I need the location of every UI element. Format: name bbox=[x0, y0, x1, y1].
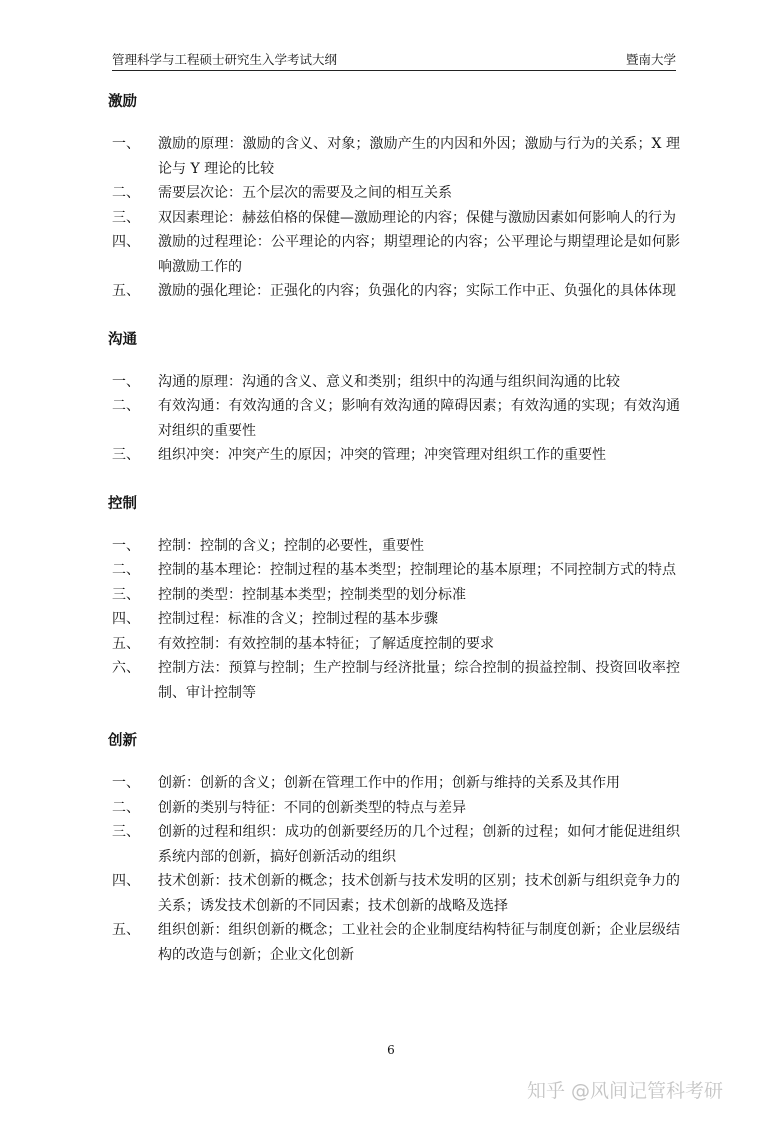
list-item bbox=[108, 132, 680, 181]
item-text: 控制的类型：控制基本类型；控制类型的划分标准 bbox=[158, 586, 466, 603]
section-communication bbox=[108, 328, 680, 492]
list-item bbox=[108, 370, 680, 395]
document-body bbox=[108, 90, 680, 967]
item-number: 二、 bbox=[112, 562, 140, 578]
item-text: 创新：创新的含义；创新在管理工作中的作用；创新与维持的关系及其作用 bbox=[158, 775, 620, 791]
item-number: 四、 bbox=[112, 873, 140, 889]
item-number: 四、 bbox=[112, 234, 140, 250]
section-title: 激励 bbox=[108, 94, 137, 110]
list-item bbox=[108, 443, 680, 468]
item-text: 双因素理论：赫兹伯格的保健—激励理论的内容；保健与激励因素如何影响人的行为 bbox=[158, 209, 676, 226]
item-text: 激励的过程理论：公平理论的内容；期望理论的内容；公平理论与期望理论是如何影响激励工作的 bbox=[158, 234, 680, 275]
item-text: 有效沟通：有效沟通的含义；影响有效沟通的障碍因素；有效沟通的实现；有效沟通对组织的重要性 bbox=[158, 398, 680, 439]
item-text: 需要层次论：五个层次的需要及之间的相互关系 bbox=[158, 185, 452, 201]
item-number: 二、 bbox=[112, 185, 140, 201]
list-item bbox=[108, 796, 680, 821]
list-item bbox=[108, 394, 680, 443]
item-text: 技术创新：技术创新的概念；技术创新与技术发明的区别；技术创新与组织竞争力的关系；诱发技术创新的不同因素；技术创新的战略及选择 bbox=[158, 873, 680, 914]
list-item bbox=[108, 771, 680, 796]
item-number: 二、 bbox=[112, 799, 140, 816]
list-item bbox=[108, 558, 680, 583]
list-item bbox=[108, 534, 680, 559]
item-number: 四、 bbox=[112, 611, 140, 627]
list-item bbox=[108, 279, 680, 304]
item-number: 一、 bbox=[112, 537, 140, 554]
list-item bbox=[108, 181, 680, 206]
item-number: 二、 bbox=[112, 398, 140, 414]
section-title: 沟通 bbox=[108, 331, 137, 348]
item-text: 激励的强化理论：正强化的内容；负强化的内容；实际工作中正、负强化的具体体现 bbox=[158, 283, 676, 299]
item-text: 控制的基本理论：控制过程的基本类型；控制理论的基本原理；不同控制方式的特点 bbox=[158, 562, 676, 578]
list-item bbox=[108, 632, 680, 657]
item-text: 控制：控制的含义；控制的必要性，重要性 bbox=[158, 537, 424, 554]
item-number: 三、 bbox=[112, 209, 140, 226]
section-title: 创新 bbox=[108, 733, 137, 749]
item-number: 三、 bbox=[112, 824, 140, 840]
section-title: 控制 bbox=[108, 495, 137, 512]
item-number: 一、 bbox=[112, 373, 140, 390]
item-text: 有效控制：有效控制的基本特征；了解适度控制的要求 bbox=[158, 635, 494, 652]
list-item bbox=[108, 869, 680, 918]
watermark: 知乎 @风间记管科考研 bbox=[527, 1080, 724, 1102]
header-title: 管理科学与工程硕士研究生入学考试大纲 bbox=[112, 52, 338, 67]
item-number: 一、 bbox=[112, 775, 140, 791]
list-item bbox=[108, 230, 680, 279]
list-item bbox=[108, 918, 680, 967]
item-number: 一、 bbox=[112, 136, 140, 152]
list-item bbox=[108, 607, 680, 632]
list-item bbox=[108, 206, 680, 231]
item-text: 创新的类别与特征：不同的创新类型的特点与差异 bbox=[158, 799, 466, 816]
item-number: 三、 bbox=[112, 586, 140, 603]
item-number: 六、 bbox=[112, 660, 140, 676]
section-innovation bbox=[108, 729, 680, 967]
item-text: 控制过程：标准的含义；控制过程的基本步骤 bbox=[158, 611, 438, 627]
section-control bbox=[108, 492, 680, 730]
item-text: 控制方法：预算与控制；生产控制与经济批量；综合控制的损益控制、投资回收率控制、审计控制等 bbox=[158, 660, 680, 701]
list-item bbox=[108, 583, 680, 608]
item-text: 激励的原理：激励的含义、对象；激励产生的内因和外因；激励与行为的关系；X 理论与 Y 理论的比较 bbox=[158, 136, 680, 177]
list-item bbox=[108, 820, 680, 869]
item-number: 五、 bbox=[112, 922, 140, 938]
page-number: 6 bbox=[387, 1043, 395, 1057]
item-number: 三、 bbox=[112, 447, 140, 463]
section-motivation bbox=[108, 90, 680, 328]
item-text: 组织冲突：冲突产生的原因；冲突的管理；冲突管理对组织工作的重要性 bbox=[158, 447, 606, 463]
page-header bbox=[112, 50, 676, 71]
list-item bbox=[108, 656, 680, 705]
header-university: 暨南大学 bbox=[625, 52, 676, 67]
item-number: 五、 bbox=[112, 283, 140, 299]
item-text: 创新的过程和组织：成功的创新要经历的几个过程；创新的过程；如何才能促进组织系统内部的创新，搞好创新活动的组织 bbox=[158, 824, 680, 865]
item-number: 五、 bbox=[112, 635, 140, 652]
item-text: 沟通的原理：沟通的含义、意义和类别；组织中的沟通与组织间沟通的比较 bbox=[158, 373, 620, 390]
item-text: 组织创新：组织创新的概念；工业社会的企业制度结构特征与制度创新；企业层级结构的改造与创新；企业文化创新 bbox=[158, 922, 680, 963]
